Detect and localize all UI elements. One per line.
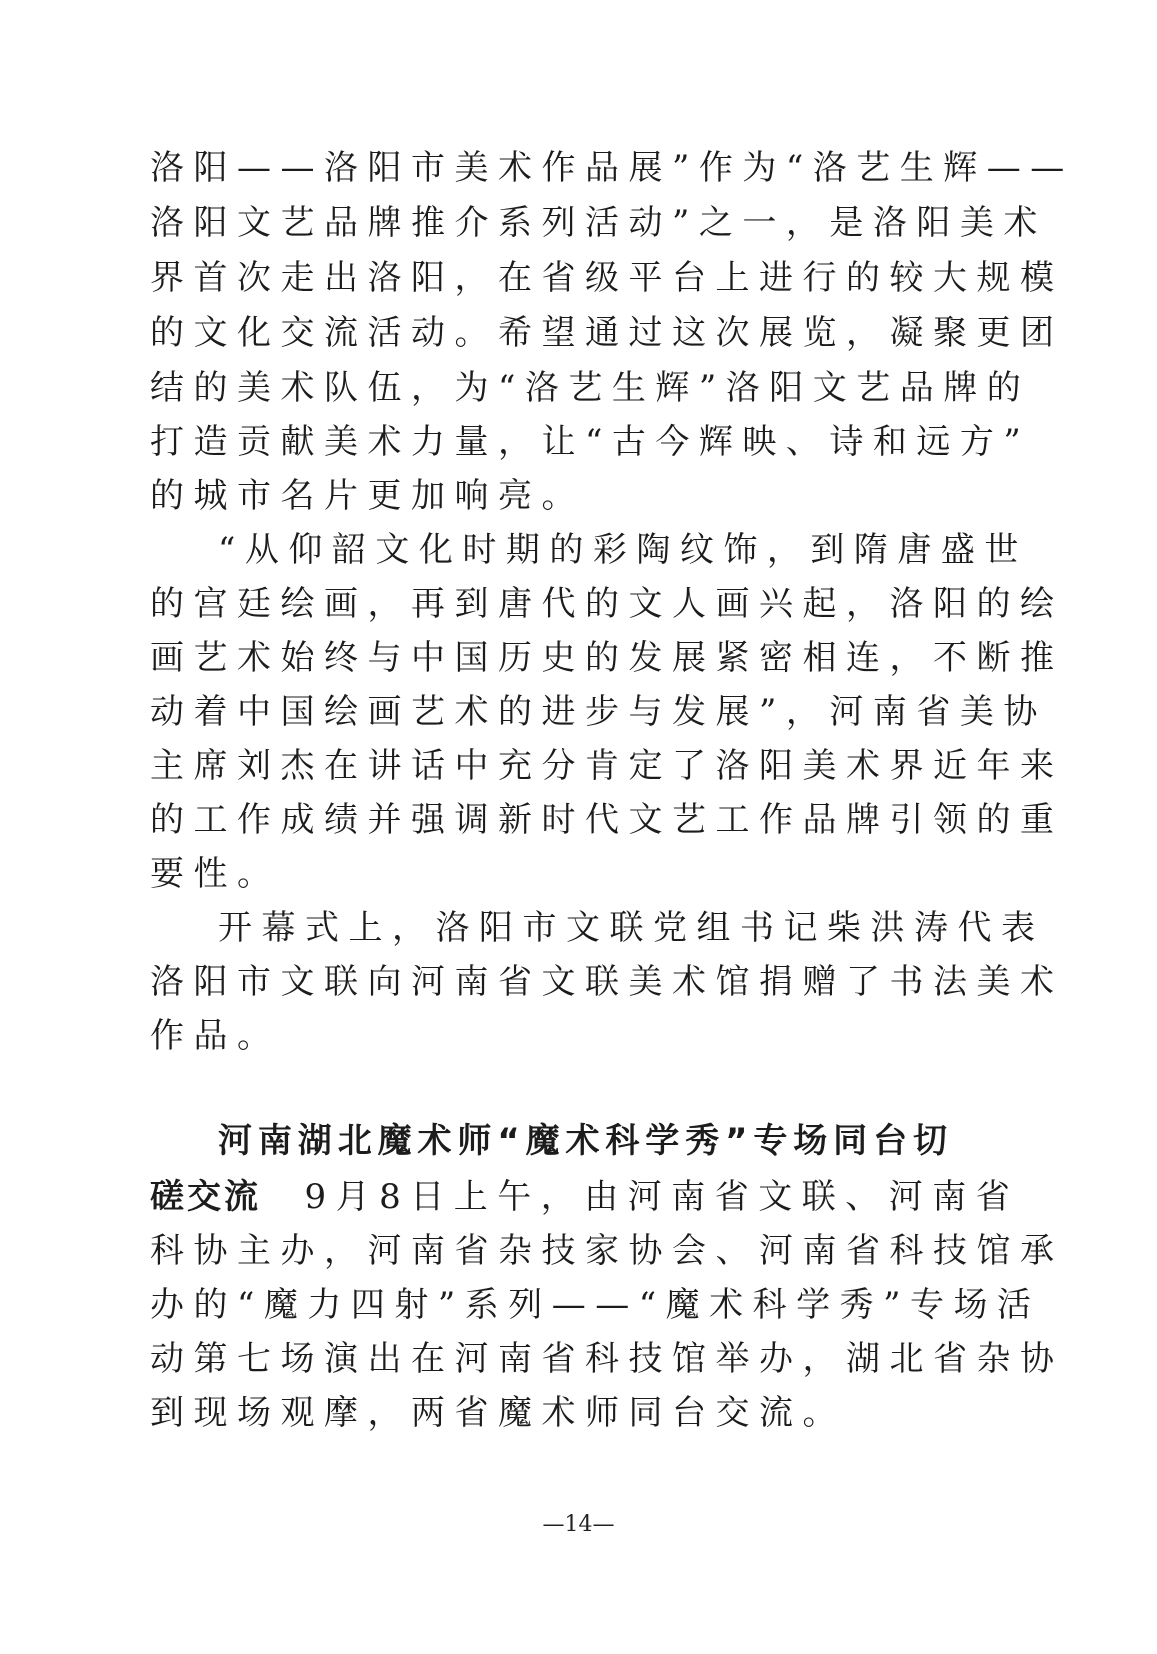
text-line: 打造贡献美术力量，让“古今辉映、诗和远方” xyxy=(150,422,1031,462)
text-line: 界首次走出洛阳，在省级平台上进行的较大规模 xyxy=(150,258,1064,298)
text-line: 动着中国绘画艺术的进步与发展”，河南省美协 xyxy=(150,692,1047,732)
text-line: 的文化交流活动。希望通过这次展览，凝聚更团 xyxy=(150,313,1064,353)
text-line: 作品。 xyxy=(150,1016,281,1056)
text-span: 9月8日上午，由河南省文联、河南省 xyxy=(261,1177,1020,1217)
news-headline-end: 磋交流 xyxy=(150,1177,261,1217)
text-line: 结的美术队伍，为“洛艺生辉”洛阳文艺品牌的 xyxy=(150,368,1031,408)
text-line: 办的“魔力四射”系列——“魔术科学秀”专场活 xyxy=(150,1285,1041,1325)
text-line: 洛阳市文联向河南省文联美术馆捐赠了书法美术 xyxy=(150,962,1064,1002)
text-line: 要性。 xyxy=(150,854,281,894)
text-line: 的工作成绩并强调新时代文艺工作品牌引领的重 xyxy=(150,800,1064,840)
page-number: —14— xyxy=(542,1512,615,1537)
text-line: 到现场观摩，两省魔术师同台交流。 xyxy=(150,1393,846,1433)
text-line: 动第七场演出在河南省科技馆举办，湖北省杂协 xyxy=(150,1339,1064,1379)
text-line: 洛阳文艺品牌推介系列活动”之一，是洛阳美术 xyxy=(150,203,1047,243)
text-line: 画艺术始终与中国历史的发展紧密相连，不断推 xyxy=(150,638,1064,678)
text-line: 开幕式上，洛阳市文联党组书记柴洪涛代表 xyxy=(218,908,1045,948)
text-line: 的城市名片更加响亮。 xyxy=(150,476,585,516)
text-line: 洛阳——洛阳市美术作品展”作为“洛艺生辉—— xyxy=(150,148,1074,188)
text-line: 主席刘杰在讲话中充分肯定了洛阳美术界近年来 xyxy=(150,746,1064,786)
text-line: “从仰韶文化时期的彩陶纹饰，到隋唐盛世 xyxy=(218,530,1028,570)
news-headline: 河南湖北魔术师“魔术科学秀”专场同台切 xyxy=(218,1121,950,1161)
text-line: 科协主办，河南省杂技家协会、河南省科技馆承 xyxy=(150,1231,1064,1271)
text-line xyxy=(150,1166,1020,1228)
text-line: 的宫廷绘画，再到唐代的文人画兴起，洛阳的绘 xyxy=(150,584,1064,624)
